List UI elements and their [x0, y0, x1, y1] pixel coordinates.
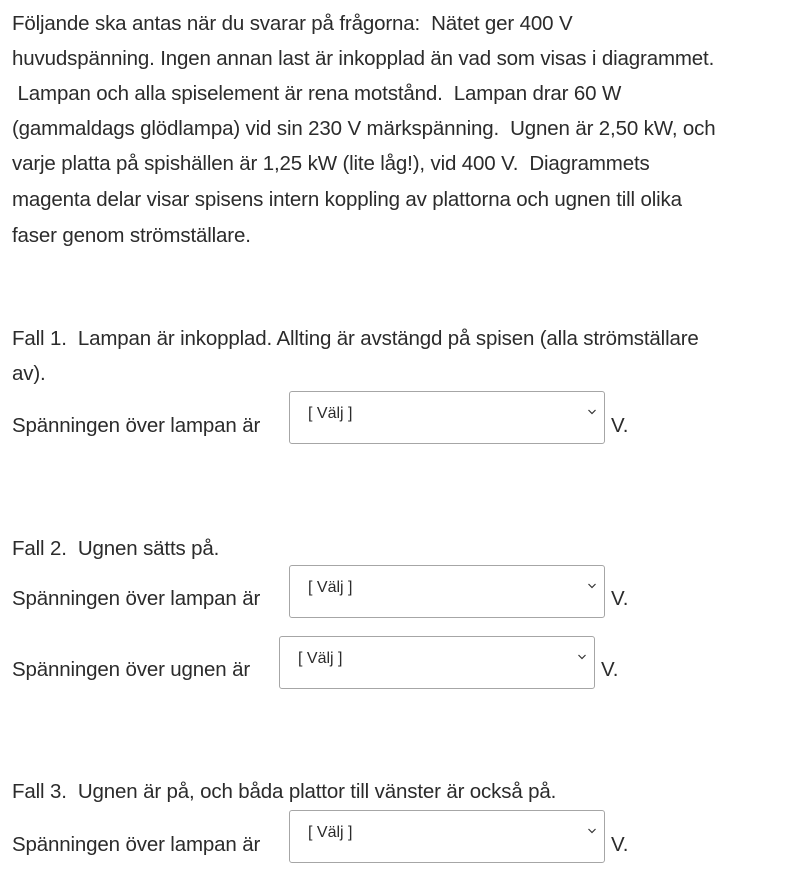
unit-label: V.: [611, 833, 629, 856]
case-heading: Fall 2. Ugnen sätts på.: [12, 537, 220, 560]
select-value: [ Välj ]: [308, 405, 353, 422]
lamp-voltage-select-case-3[interactable]: [289, 810, 605, 863]
chevron-down-icon: [587, 581, 597, 591]
lamp-voltage-select-case-1[interactable]: [289, 391, 605, 444]
unit-label: V.: [611, 587, 629, 610]
question-label: Spänningen över lampan är: [12, 414, 261, 437]
unit-label: V.: [601, 658, 619, 681]
select-value: [ Välj ]: [298, 650, 343, 667]
question-label: Spänningen över lampan är: [12, 833, 261, 856]
intro-line: Lampan och alla spiselement är rena motstånd. Lampan drar 60 W: [12, 82, 622, 105]
chevron-down-icon: [587, 826, 597, 836]
unit-label: V.: [611, 414, 629, 437]
case-heading: Fall 1. Lampan är inkopplad. Allting är avstängd på spisen (alla strömställare: [12, 327, 699, 350]
intro-line: huvudspänning. Ingen annan last är inkopplad än vad som visas i diagrammet.: [12, 47, 715, 70]
intro-line: magenta delar visar spisens intern koppling av plattorna och ugnen till olika: [12, 188, 682, 211]
chevron-down-icon: [577, 652, 587, 662]
chevron-down-icon: [587, 407, 597, 417]
intro-line: (gammaldags glödlampa) vid sin 230 V märkspänning. Ugnen är 2,50 kW, och: [12, 117, 716, 140]
question-label: Spänningen över lampan är: [12, 587, 261, 610]
case-heading: Fall 3. Ugnen är på, och båda plattor till vänster är också på.: [12, 780, 557, 803]
select-value: [ Välj ]: [308, 824, 353, 841]
case-heading: av).: [12, 362, 46, 385]
oven-voltage-select-case-2[interactable]: [279, 636, 595, 689]
intro-line: varje platta på spishällen är 1,25 kW (lite låg!), vid 400 V. Diagrammets: [12, 152, 650, 175]
select-value: [ Välj ]: [308, 579, 353, 596]
intro-line: Följande ska antas när du svarar på frågorna: Nätet ger 400 V: [12, 12, 573, 35]
lamp-voltage-select-case-2[interactable]: [289, 565, 605, 618]
question-label: Spänningen över ugnen är: [12, 658, 251, 681]
intro-line: faser genom strömställare.: [12, 224, 251, 247]
